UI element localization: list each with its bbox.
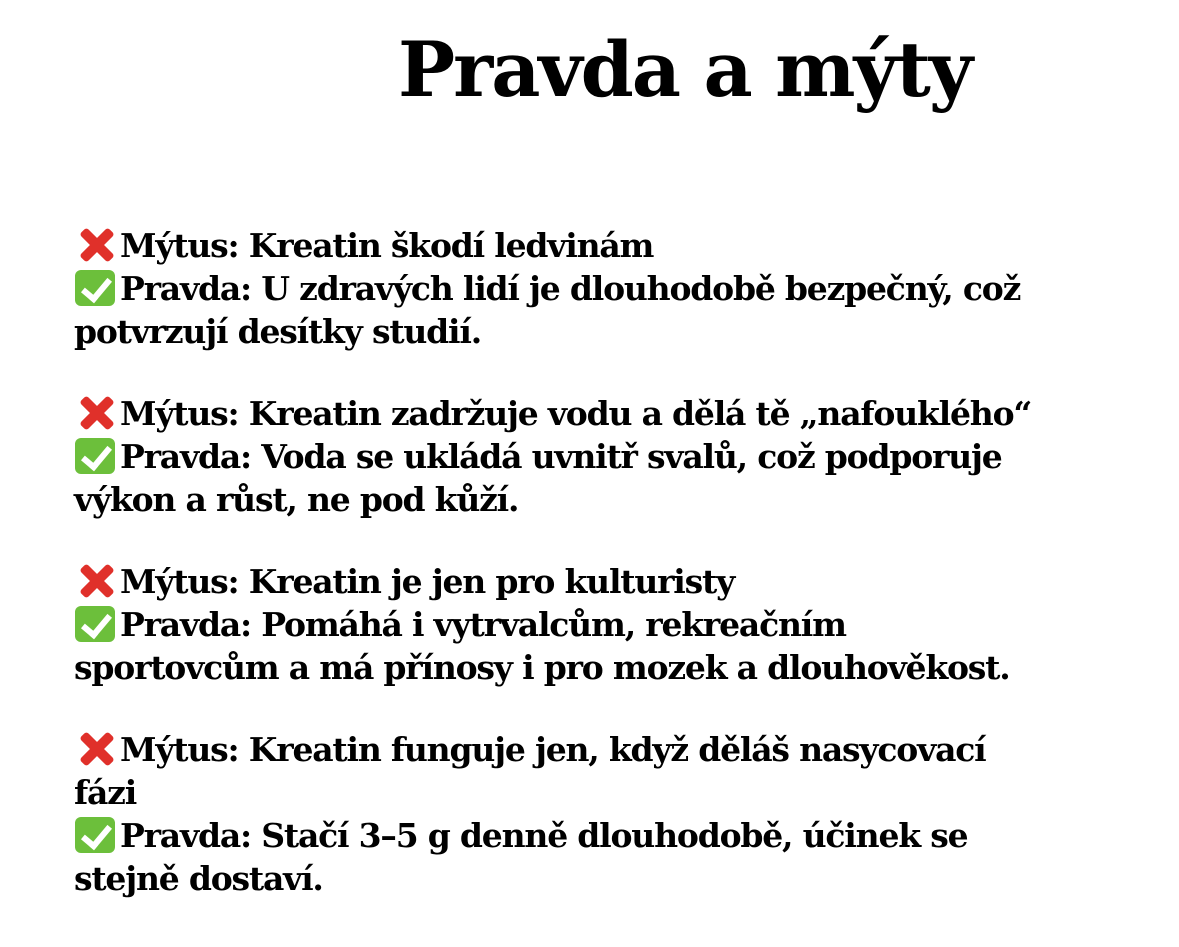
myth-truth-pair [74,728,1149,900]
myth-truth-pair [74,560,1149,689]
myth-line [74,560,1149,603]
check-mark-icon [74,438,120,472]
truth-text-continued: výkon a růst, ne pod kůží. [74,480,519,519]
myth-truth-pair [74,224,1149,353]
truth-line [74,267,1149,310]
truth-text: Pravda: Pomáhá i vytrvalcům, rekreačním [120,605,846,644]
myth-text-continued: fázi [74,773,137,812]
truth-line [74,603,1149,646]
myth-text: Mýtus: Kreatin zadržuje vodu a dělá tě „nafouklého“ [120,394,1032,433]
truth-line [74,814,1149,857]
myth-line [74,728,1149,771]
check-mark-icon [74,270,120,304]
truth-text: Pravda: U zdravých lidí je dlouhodobě bezpečný, což [120,269,1021,308]
myth-line [74,392,1149,435]
truth-text-continued: potvrzují desítky studií. [74,312,481,351]
cross-mark-icon [74,731,120,765]
cross-mark-icon [74,227,120,261]
truth-text: Pravda: Voda se ukládá uvnitř svalů, což podporuje [120,437,1002,476]
cross-mark-icon [74,563,120,597]
myth-truth-pair [74,392,1149,521]
check-mark-icon [74,817,120,851]
truth-text-continued: sportovcům a má přínosy i pro mozek a dlouhověkost. [74,648,1010,687]
myth-text: Mýtus: Kreatin škodí ledvinám [120,226,654,265]
cross-mark-icon [74,395,120,429]
check-mark-icon [74,606,120,640]
myths-list [74,224,1149,939]
truth-text-continued: stejně dostaví. [74,859,323,898]
truth-text: Pravda: Stačí 3–5 g denně dlouhodobě, účinek se [120,816,968,855]
truth-line [74,435,1149,478]
myth-text: Mýtus: Kreatin je jen pro kulturisty [120,562,735,601]
myth-line [74,224,1149,267]
page-title: Pravda a mýty [398,25,971,114]
myth-text: Mýtus: Kreatin funguje jen, když děláš nasycovací [120,730,986,769]
